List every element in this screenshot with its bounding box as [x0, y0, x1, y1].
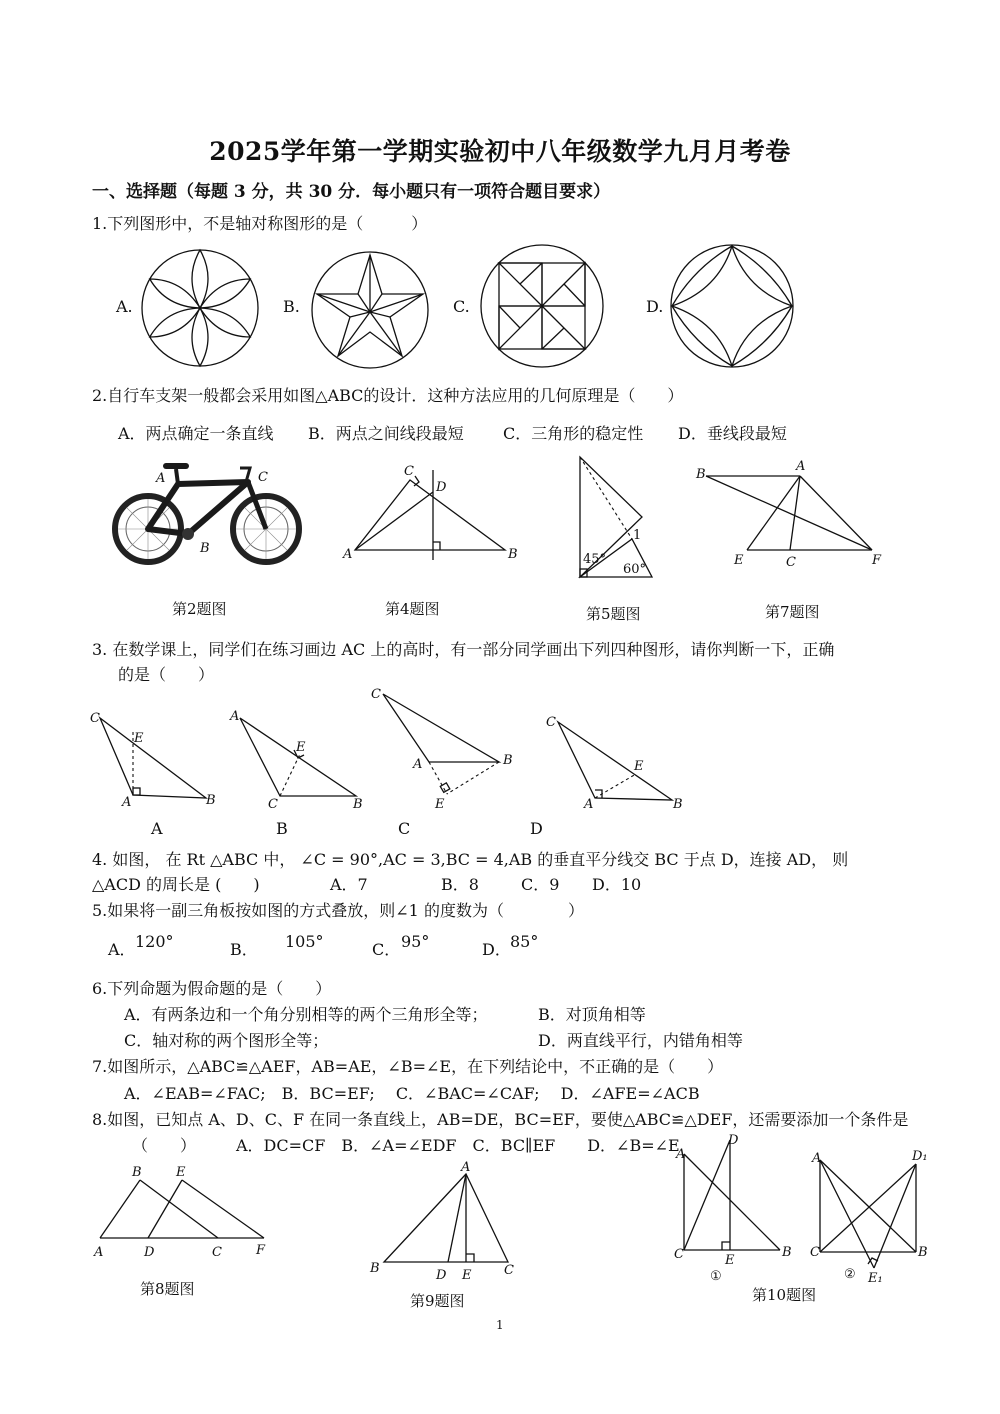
q1-figure-a: [140, 248, 260, 368]
q5-option-d-value: 85°: [510, 932, 539, 951]
question-7-stem: 7.如图所示，△ABC≌△AEF，AB=AE，∠B=∠E，在下列结论中，不正确的是（ ）: [92, 1057, 724, 1076]
q6-option-b: B．对顶角相等: [538, 1005, 646, 1024]
svg-text:D: D: [436, 1268, 447, 1283]
fig4-label-d: D: [436, 480, 447, 495]
svg-text:B: B: [132, 1165, 142, 1180]
svg-text:E: E: [734, 553, 744, 568]
q3-label-a: A: [151, 819, 163, 838]
figure-10-part2: [808, 1146, 938, 1291]
fig4-label-a: A: [343, 547, 353, 562]
figure-7: [692, 458, 892, 573]
svg-text:②: ②: [844, 1267, 856, 1282]
question-1-stem: 1.下列图形中，不是轴对称图形的是（ ）: [92, 214, 428, 233]
q3-figure-a: [88, 710, 223, 810]
page-number: 1: [496, 1318, 504, 1332]
q6-option-c: C．轴对称的两个图形全等；: [124, 1031, 329, 1050]
svg-text:B: B: [782, 1245, 792, 1260]
svg-text:B: B: [696, 467, 706, 482]
q3-label-b: B: [276, 819, 288, 838]
svg-text:E: E: [462, 1268, 472, 1283]
question-4-line1: 4. 如图， 在 Rt △ABC 中， ∠C = 90°,AC = 3,BC = 4,AB 的垂直平分线交 BC 于点 D，连接 AD， 则: [92, 850, 849, 869]
svg-text:A: A: [122, 795, 132, 810]
figure-4: [340, 462, 525, 562]
q1-label-d: D.: [646, 297, 664, 316]
svg-text:C: C: [371, 687, 381, 702]
svg-text:C: C: [810, 1245, 820, 1260]
q6-option-d: D．两直线平行，内错角相等: [538, 1031, 743, 1050]
q4-option-d: D．10: [592, 875, 642, 894]
svg-text:C: C: [90, 711, 100, 726]
svg-text:B: B: [673, 797, 683, 812]
question-4-line2: △ACD 的周长是 ( ): [92, 875, 260, 894]
q1-label-a: A.: [116, 297, 133, 316]
fig5-angle-45: 45°: [583, 552, 607, 567]
svg-text:F: F: [872, 553, 882, 568]
svg-text:C: C: [786, 555, 796, 570]
svg-text:C: C: [674, 1247, 684, 1262]
question-2-stem: 2.自行车支架一般都会采用如图△ABC的设计．这种方法应用的几何原理是（ ）: [92, 386, 684, 405]
svg-text:B: B: [200, 541, 210, 556]
figure-5: [570, 455, 660, 583]
q2-option-c: C．三角形的稳定性: [503, 424, 644, 443]
svg-text:A: A: [584, 797, 594, 812]
svg-text:F: F: [256, 1243, 266, 1258]
caption-fig7: 第7题图: [765, 603, 820, 621]
q5-option-c-value: 95°: [401, 932, 430, 951]
fig4-label-b: B: [508, 547, 518, 562]
question-8-line1: 8.如图，已知点 A、D、C、F 在同一条直线上，AB=DE，BC=EF，要使△ABC≌△DEF，还需要添加一个条件是: [92, 1110, 909, 1129]
q4-option-a: A．7: [330, 875, 368, 894]
q5-option-b: B．: [230, 940, 258, 959]
q5-option-d: D．: [482, 940, 511, 959]
question-3-line2: 的是（ ）: [118, 665, 215, 684]
caption-fig10: 第10题图: [752, 1286, 817, 1304]
q2-option-d: D．垂线段最短: [678, 424, 787, 443]
figure-8: [92, 1160, 282, 1265]
svg-text:B: B: [206, 793, 216, 808]
svg-text:①: ①: [710, 1269, 722, 1284]
q4-option-c: C．9: [521, 875, 560, 894]
svg-text:C: C: [212, 1245, 222, 1260]
svg-text:A: A: [94, 1245, 104, 1260]
svg-text:A: A: [461, 1160, 471, 1175]
svg-text:B: B: [353, 797, 363, 812]
svg-text:D: D: [144, 1245, 155, 1260]
svg-text:C: C: [258, 470, 268, 485]
question-6-stem: 6.下列命题为假命题的是（ ）: [92, 979, 332, 998]
question-3-line1: 3. 在数学课上，同学们在练习画边 AC 上的高时，有一部分同学画出下列四种图形，请你判断一下，正确: [92, 640, 835, 659]
q5-option-b-value: 105°: [285, 932, 324, 951]
caption-fig2: 第2题图: [172, 600, 227, 618]
svg-text:A: A: [230, 709, 240, 724]
q3-figure-b: [228, 706, 368, 811]
q1-figure-c: [480, 244, 604, 368]
page-title: 2025学年第一学期实验初中八年级数学九月月考卷: [209, 137, 791, 166]
q7-options: A．∠EAB=∠FAC; B．BC=EF; C．∠BAC=∠CAF; D．∠AFE=∠ACB: [124, 1084, 700, 1103]
q1-figure-d: [670, 244, 794, 368]
svg-text:A: A: [413, 757, 423, 772]
svg-text:A: A: [812, 1151, 822, 1166]
svg-text:B: B: [918, 1245, 928, 1260]
svg-text:E: E: [296, 740, 306, 755]
fig5-angle-1: 1: [633, 528, 642, 543]
q3-figure-d: [540, 710, 690, 815]
svg-text:E₁: E₁: [868, 1271, 883, 1286]
question-5-stem: 5.如果将一副三角板按如图的方式叠放，则∠1 的度数为（ ）: [92, 901, 584, 920]
q4-option-b: B．8: [441, 875, 479, 894]
svg-text:E: E: [725, 1253, 735, 1268]
svg-text:E: E: [435, 797, 445, 812]
fig4-label-c: C: [404, 464, 414, 479]
svg-text:B: B: [503, 753, 513, 768]
svg-text:A: A: [676, 1147, 686, 1162]
caption-fig5: 第5题图: [586, 605, 641, 623]
q3-label-c: C: [398, 819, 411, 838]
q6-option-a: A．有两条边和一个角分别相等的两个三角形全等；: [124, 1005, 488, 1024]
q1-label-c: C.: [453, 297, 470, 316]
section-heading: 一、选择题（每题 3 分，共 30 分．每小题只有一项符合题目要求）: [92, 182, 611, 202]
question-8-line2: （ ） A．DC=CF B．∠A=∠EDF C．BC∥EF D．∠B=∠E: [132, 1136, 680, 1155]
svg-text:C: C: [504, 1263, 514, 1278]
caption-fig9: 第9题图: [410, 1292, 465, 1310]
figure-9: [366, 1158, 526, 1283]
q2-option-a: A．两点确定一条直线: [118, 424, 274, 443]
svg-text:D₁: D₁: [912, 1149, 928, 1164]
q5-option-a-value: 120°: [135, 932, 174, 951]
svg-text:E: E: [134, 731, 144, 746]
q3-label-d: D: [530, 819, 543, 838]
svg-text:D: D: [728, 1133, 739, 1148]
svg-text:C: C: [268, 797, 278, 812]
svg-text:E: E: [634, 759, 644, 774]
svg-text:A: A: [156, 471, 166, 486]
caption-fig4: 第4题图: [385, 600, 440, 618]
svg-text:B: B: [370, 1261, 380, 1276]
svg-text:A: A: [796, 459, 806, 474]
q1-label-b: B.: [283, 297, 300, 316]
q3-figure-c: [367, 684, 527, 812]
caption-fig8: 第8题图: [140, 1280, 195, 1298]
q5-option-c: C．: [372, 940, 401, 959]
figure-2-bicycle: [108, 454, 308, 569]
svg-text:E: E: [176, 1165, 186, 1180]
q5-option-a: A．: [108, 940, 136, 959]
figure-10-part1: [670, 1132, 798, 1284]
q1-figure-b: [310, 250, 430, 370]
fig5-angle-60: 60°: [623, 562, 647, 577]
q2-option-b: B．两点之间线段最短: [308, 424, 464, 443]
svg-text:C: C: [546, 715, 556, 730]
